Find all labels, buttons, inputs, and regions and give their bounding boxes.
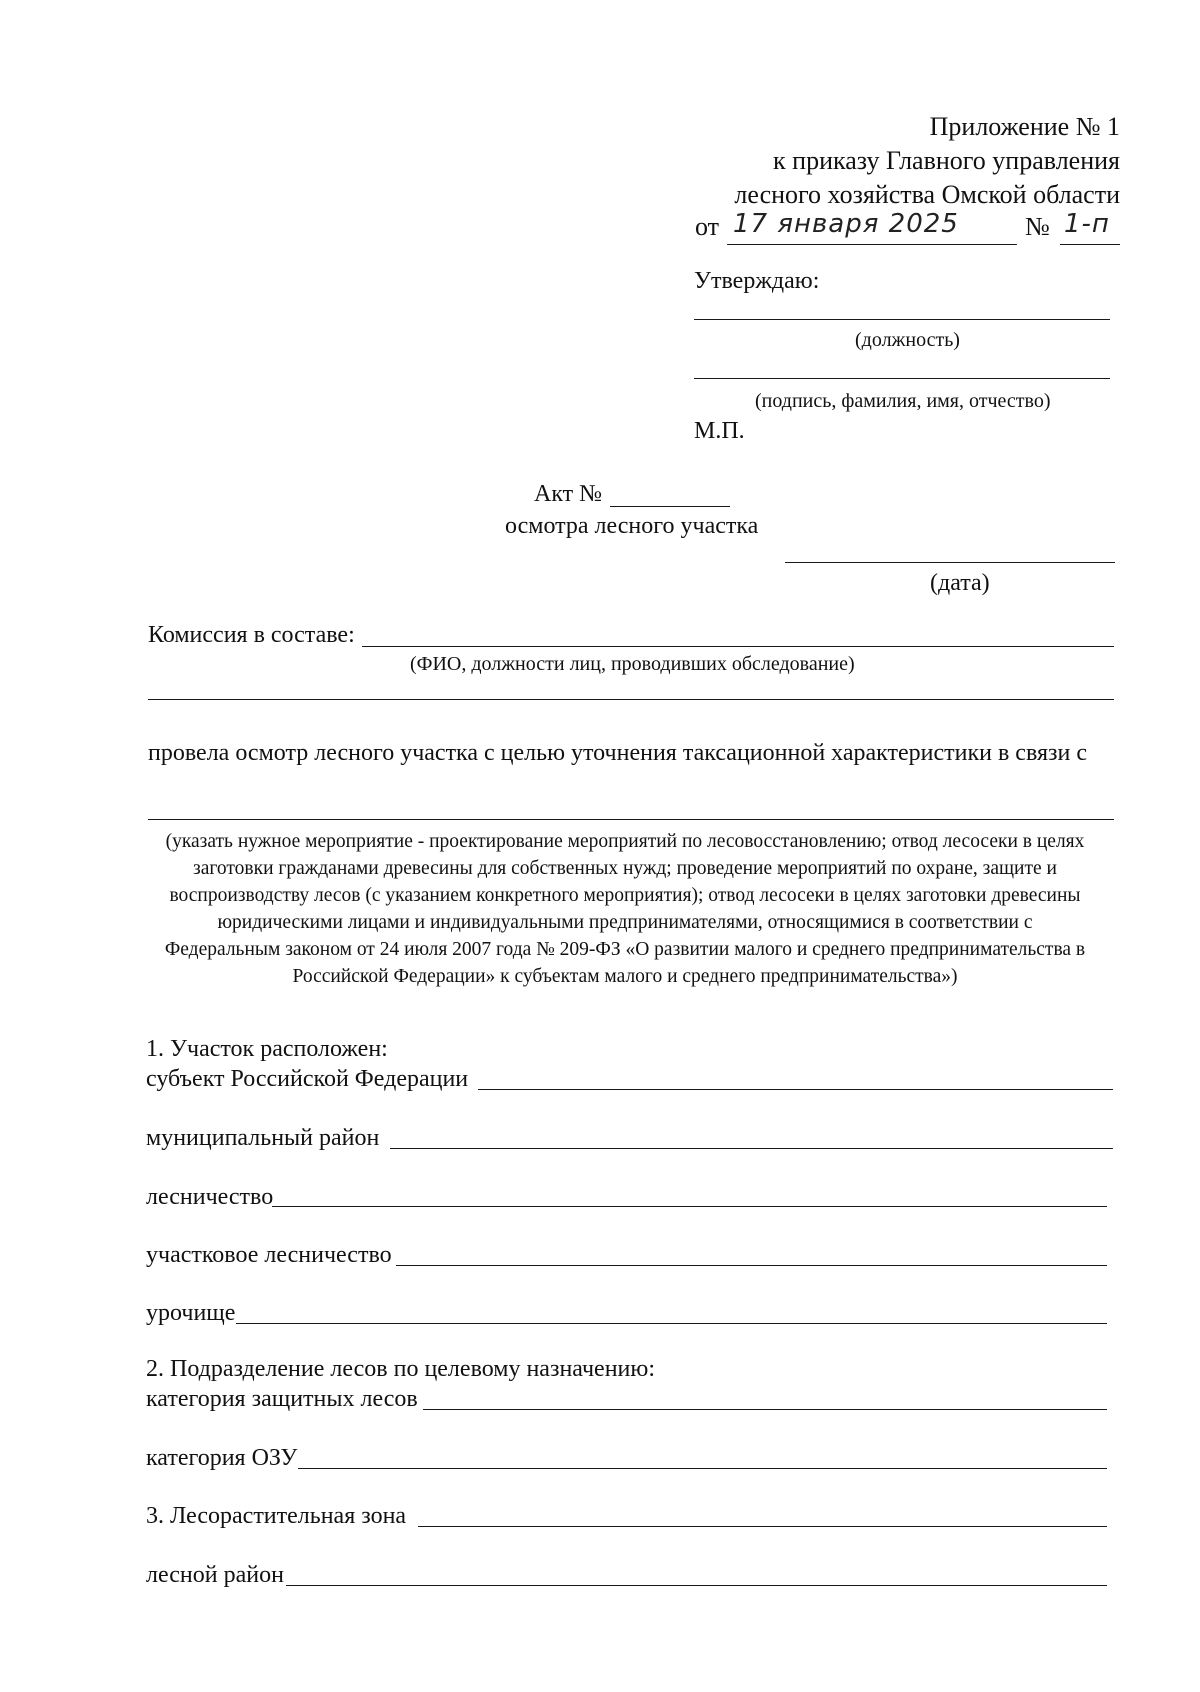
field-label-subject: субъект Российской Федерации [146, 1066, 469, 1092]
field-line-district [390, 1148, 1113, 1149]
number-prefix: № [1025, 212, 1050, 241]
field-line-subject [478, 1089, 1113, 1090]
seal-label: М.П. [694, 418, 745, 444]
handwritten-order-number: 1-п [1064, 209, 1110, 239]
signature-line [694, 378, 1110, 379]
field-label-forestry: лесничество [146, 1184, 274, 1210]
purpose-note-line: Федеральным законом от 24 июля 2007 года № 209-ФЗ «О развитии малого и среднего предпринимательства в [164, 939, 1086, 960]
field-label-tract: урочище [146, 1300, 236, 1326]
field-label-district-forestry: участковое лесничество [146, 1242, 392, 1268]
order-date-line [727, 244, 1017, 245]
purpose-note-line: (указать нужное мероприятие - проектирование мероприятий по лесовосстановлению; отвод лесосеки в целях [165, 831, 1085, 852]
purpose-note-line: Российской Федерации» к субъектам малого и среднего предпринимательства») [292, 966, 958, 987]
purpose-line [148, 819, 1114, 820]
appendix-title: Приложение № 1 [929, 112, 1120, 141]
position-line [694, 319, 1110, 320]
section1-heading: 1. Участок расположен: [146, 1036, 388, 1062]
date-caption: (дата) [930, 570, 990, 596]
organization-name: лесного хозяйства Омской области [734, 180, 1120, 209]
act-label: Акт № [534, 481, 603, 507]
approval-label: Утверждаю: [694, 268, 820, 294]
purpose-note-line: юридическими лицами и индивидуальными предпринимателями, относящимися в соответствии с [217, 912, 1033, 933]
field-line-protective-category [423, 1409, 1107, 1410]
field-label-forest-region: лесной район [146, 1562, 284, 1588]
purpose-note [130, 828, 1120, 990]
field-label-ozu-category: категория ОЗУ [146, 1445, 298, 1471]
act-number-line [610, 506, 730, 507]
commission-label: Комиссия в составе: [148, 622, 355, 648]
field-line-forestry [272, 1206, 1107, 1207]
purpose-text: провела осмотр лесного участка с целью уточнения таксационной характеристики в связи с [148, 740, 1087, 766]
date-line [785, 562, 1115, 563]
field-line-forest-region [286, 1585, 1107, 1586]
handwritten-order-date: 17 января 2025 [733, 209, 959, 239]
field-line-ozu-category [298, 1468, 1107, 1469]
act-subtitle: осмотра лесного участка [505, 513, 759, 539]
purpose-note-line: заготовки гражданами древесины для собственных нужд; проведение мероприятий по охране, защите и [193, 858, 1057, 879]
commission-line-2 [148, 699, 1114, 700]
section2-heading: 2. Подразделение лесов по целевому назначению: [146, 1356, 655, 1382]
signature-caption: (подпись, фамилия, имя, отчество) [755, 390, 1051, 412]
field-line-vegetation-zone [418, 1526, 1107, 1527]
commission-caption: (ФИО, должности лиц, проводивших обследование) [410, 653, 855, 675]
section3-heading: 3. Лесорастительная зона [146, 1503, 407, 1529]
field-line-district-forestry [396, 1265, 1107, 1266]
position-caption: (должность) [855, 329, 960, 351]
commission-line [362, 646, 1114, 647]
date-prefix: от [695, 212, 720, 241]
purpose-note-line: воспроизводству лесов (с указанием конкретного мероприятия); отвод лесосеки в целях заготовки древесины [169, 885, 1081, 906]
field-label-district: муниципальный район [146, 1125, 380, 1151]
field-line-tract [236, 1323, 1107, 1324]
order-reference: к приказу Главного управления [773, 146, 1120, 175]
field-label-protective-category: категория защитных лесов [146, 1386, 418, 1412]
order-number-line [1060, 244, 1120, 245]
